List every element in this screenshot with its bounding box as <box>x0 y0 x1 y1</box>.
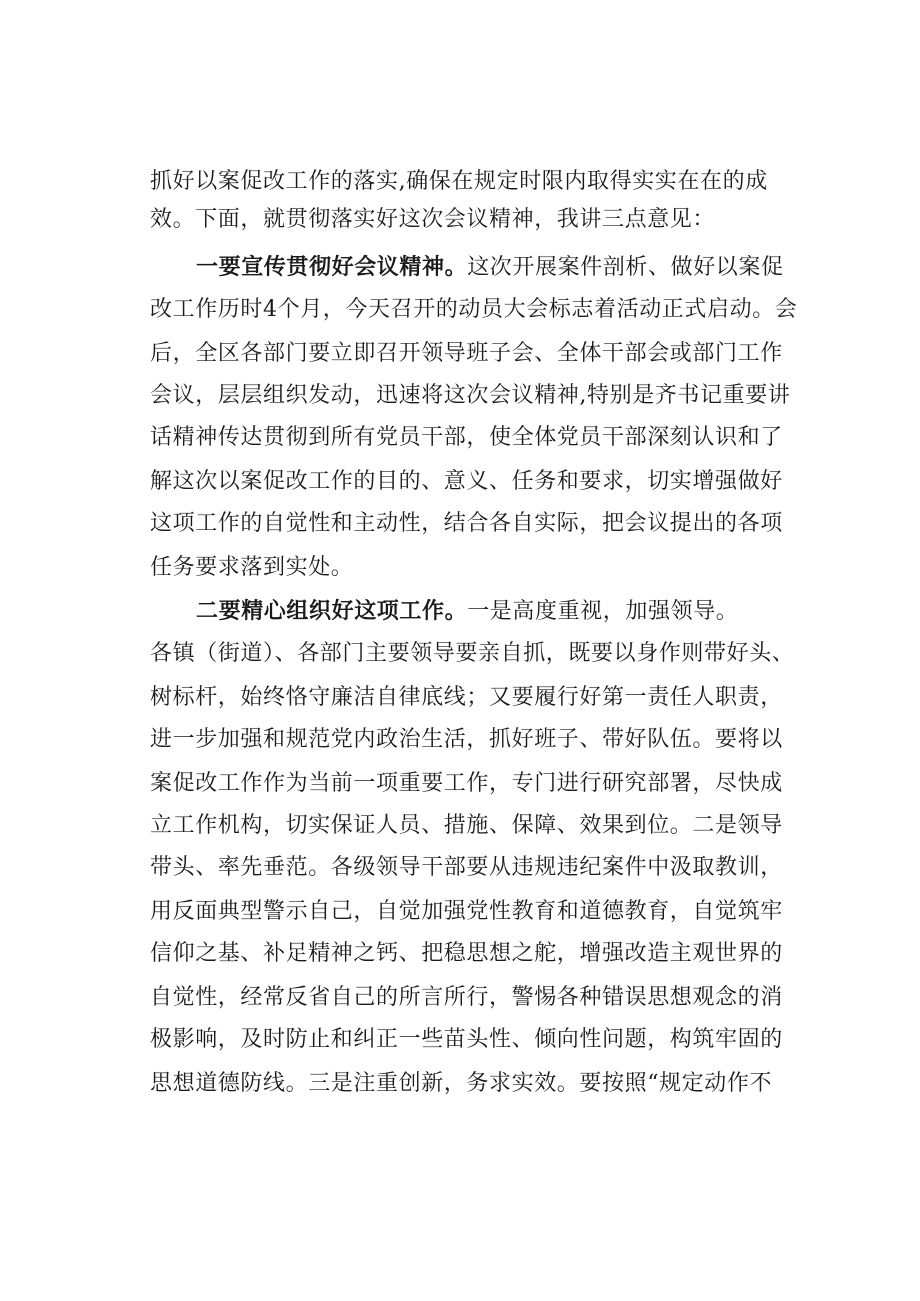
section-heading-1: 一要宣传贯彻好会议精神。 <box>196 255 468 280</box>
section-text-2: 一是高度重视，加强领导。 <box>467 599 739 624</box>
paragraph-line-22: 思想道德防线。三是注重创新，务求实效。要按照“规定动作不 <box>150 1071 773 1096</box>
paragraph-line-1: 抓好以案促改工作的落实,确保在规定时限内取得实实在在的成 <box>150 169 768 194</box>
paragraph-line-13: 树标杆，始终恪守廉洁自律底线；又要履行好第一责任人职责， <box>150 685 783 710</box>
paragraph-line-10: 任务要求落到实处。 <box>150 555 354 580</box>
paragraph-line-3 <box>196 248 784 288</box>
section-text-1: 这次开展案件剖析、做好以案促 <box>467 255 784 280</box>
paragraph-line-12: 各镇（街道）、各部门主要领导要亲自抓，既要以身作则带好头、 <box>150 641 795 666</box>
paragraph-line-2: 效。下面，就贯彻落实好这次会议精神，我讲三点意见： <box>150 207 716 232</box>
paragraph-line-15: 案促改工作作为当前一项重要工作，专门进行研究部署，尽快成 <box>150 771 783 796</box>
paragraph-line-16: 立工作机构，切实保证人员、措施、保障、效果到位。二是领导 <box>150 813 783 838</box>
paragraph-line-7: 话精神传达贯彻到所有党员干部，使全体党员干部深刻认识和了 <box>150 425 783 450</box>
paragraph-line-17: 带头、率先垂范。各级领导干部要从违规违纪案件中汲取教训， <box>150 855 783 880</box>
paragraph-line-19: 信仰之基、补足精神之钙、把稳思想之舵，增强改造主观世界的 <box>150 941 783 966</box>
paragraph-line-21: 极影响，及时防止和纠正一些苗头性、倾向性问题，构筑牢固的 <box>150 1027 783 1052</box>
paragraph-line-11 <box>196 592 738 632</box>
paragraph-line-8: 解这次以案促改工作的目的、意义、任务和要求，切实增强做好 <box>150 469 783 494</box>
paragraph-line-14: 进一步加强和规范党内政治生活，抓好班子、带好队伍。要将以 <box>150 727 783 752</box>
paragraph-line-5: 后，全区各部门要立即召开领导班子会、全体干部会或部门工作 <box>150 341 783 366</box>
paragraph-line-6: 会议，层层组织发动，迅速将这次会议精神,特别是齐书记重要讲 <box>150 383 791 408</box>
paragraph-line-20: 自觉性，经常反省自己的所言所行，警惕各种错误思想观念的消 <box>150 985 783 1010</box>
paragraph-line-9: 这项工作的自觉性和主动性，结合各自实际，把会议提出的各项 <box>150 511 783 536</box>
section-heading-2: 二要精心组织好这项工作。 <box>196 599 468 624</box>
paragraph-line-18: 用反面典型警示自己，自觉加强党性教育和道德教育，自觉筑牢 <box>150 899 783 924</box>
paragraph-line-4: 改工作历时4个月，今天召开的动员大会标志着活动正式启动。会 <box>150 297 798 322</box>
